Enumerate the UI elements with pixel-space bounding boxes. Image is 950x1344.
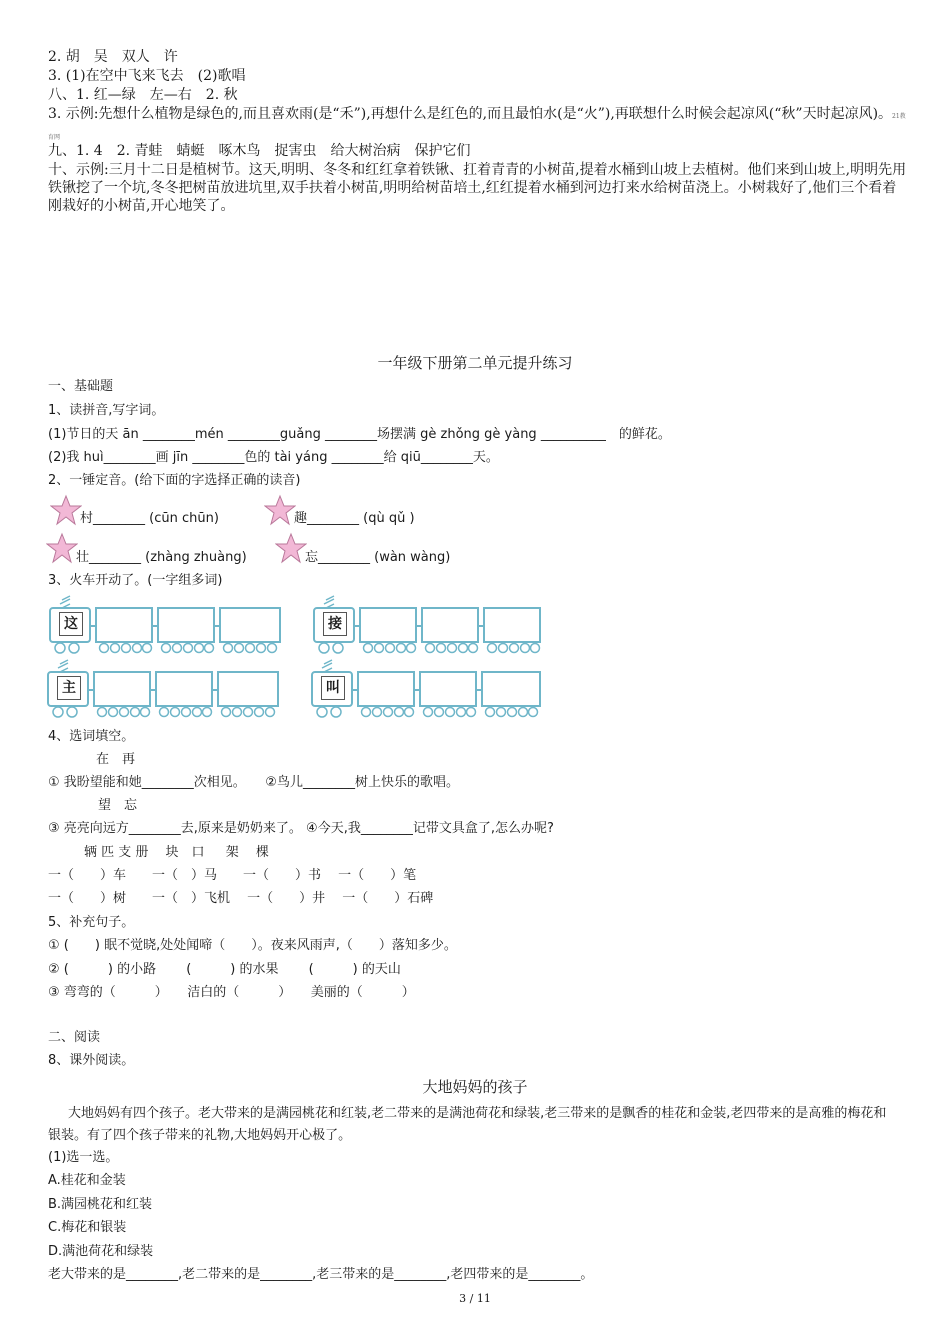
question-line: (1)节日的天 ān ________mén ________guǎng ________场摆满 gè zhǒng gè yàng __________ 的鲜花。 bbox=[48, 427, 671, 442]
question-heading: 3、火车开动了。(一字组多词) bbox=[48, 573, 223, 588]
question-line: 一（ ）车 一（ ）马 一（ ）书 一（ ）笔 bbox=[48, 868, 417, 883]
train-icon bbox=[48, 594, 284, 656]
question-line: ① ( ) 眠不觉晓,处处闻啼（ ）。夜来风雨声,（ ）落知多少。 bbox=[48, 938, 457, 953]
train-character: 接 bbox=[323, 612, 347, 636]
train-character: 主 bbox=[57, 676, 81, 700]
train-icon bbox=[312, 594, 548, 656]
word-options: 望 忘 bbox=[98, 798, 138, 813]
pinyin-choice: 忘________ (wàn wàng) bbox=[305, 550, 451, 565]
answer-paragraph: 3. 示例:先想什么植物是绿色的,而且喜欢雨(是“禾”),再想什么是红色的,而且最怕水(是“火”),再联想什么时候会起凉风(“秋”天时起凉风)。21教育网 bbox=[48, 106, 906, 141]
star-icon bbox=[50, 494, 82, 526]
question-line: 一（ ）树 一（ ）飞机 一（ ）井 一（ ）石碑 bbox=[48, 891, 434, 906]
pinyin-choice: 壮________ (zhàng zhuàng) bbox=[76, 550, 247, 565]
question-line: ③ 弯弯的（ ） 洁白的（ ） 美丽的（ ） bbox=[48, 985, 415, 1000]
star-icon bbox=[275, 532, 307, 564]
train-icon bbox=[46, 658, 282, 720]
article-title: 大地妈妈的孩子 bbox=[422, 1078, 528, 1096]
star-icon bbox=[264, 494, 296, 526]
train-character: 叫 bbox=[321, 676, 345, 700]
option-item: A.桂花和金装 bbox=[48, 1173, 126, 1188]
option-item: C.梅花和银装 bbox=[48, 1220, 127, 1235]
question-line: (1)选一选。 bbox=[48, 1150, 119, 1165]
train-icon bbox=[310, 658, 546, 720]
question-line: (2)我 huì________画 jīn ________色的 tài yáng ________给 qiū________天。 bbox=[48, 450, 499, 465]
watermark: 21教育网 bbox=[48, 113, 906, 141]
pinyin-choice: 趣________ (qù qǔ ) bbox=[294, 511, 415, 526]
answer-line: 3. (1)在空中飞来飞去 (2)歌唱 bbox=[48, 68, 246, 84]
page-title: 一年级下册第二单元提升练习 bbox=[377, 354, 573, 372]
question-line: 老大带来的是________,老二带来的是________,老三带来的是________,老四带来的是________。 bbox=[48, 1267, 594, 1282]
question-heading: 1、读拼音,写字词。 bbox=[48, 403, 165, 418]
section-heading: 一、基础题 bbox=[48, 379, 114, 394]
answer-paragraph: 十、示例:三月十二日是植树节。这天,明明、冬冬和红红拿着铁锹、扛着青青的小树苗,提着水桶到山坡上去植树。他们来到山坡上,明明先用铁锹挖了一个坑,冬冬把树苗放进坑里,双手扶着小树苗,明明给树苗培土,红红提着水桶到河边打来水给树苗浇上。小树栽好了,他们三个看着刚栽好的小树苗,开心地笑了。 bbox=[48, 162, 907, 214]
answer-line: 九、1. 4 2. 青蛙 蜻蜓 啄木鸟 捉害虫 给大树治病 保护它们 bbox=[48, 143, 471, 159]
pinyin-choice: 村________ (cūn chūn) bbox=[80, 511, 219, 526]
question-line: ① 我盼望能和她________次相见。 ②鸟儿________树上快乐的歌唱。 bbox=[48, 775, 459, 790]
star-icon bbox=[46, 532, 78, 564]
answer-line: 2. 胡 吴 双人 许 bbox=[48, 49, 178, 65]
option-item: B.满园桃花和红装 bbox=[48, 1197, 153, 1212]
question-heading: 2、一锤定音。(给下面的字选择正确的读音) bbox=[48, 473, 301, 488]
question-heading: 5、补充句子。 bbox=[48, 915, 135, 930]
question-line: ③ 亮亮向远方________去,原来是奶奶来了。 ④今天,我________记带文具盒了,怎么办呢? bbox=[48, 821, 554, 836]
word-options: 辆 匹 支 册 块 口 架 棵 bbox=[84, 845, 269, 860]
page-number: 3 / 11 bbox=[459, 1292, 491, 1305]
question-heading: 4、选词填空。 bbox=[48, 729, 135, 744]
word-options: 在 再 bbox=[96, 752, 136, 767]
question-heading: 8、课外阅读。 bbox=[48, 1053, 135, 1068]
answer-line: 八、1. 红—绿 左—右 2. 秋 bbox=[48, 87, 238, 103]
section-heading: 二、阅读 bbox=[48, 1030, 101, 1045]
option-item: D.满池荷花和绿装 bbox=[48, 1244, 154, 1259]
article-body: 大地妈妈有四个孩子。老大带来的是满园桃花和红装,老二带来的是满池荷花和绿装,老三带来的是飘香的桂花和金装,老四带来的是高雅的梅花和银装。有了四个孩子带来的礼物,大地妈妈开心极了。 bbox=[48, 1106, 887, 1143]
question-line: ② ( ) 的小路 ( ) 的水果 ( ) 的天山 bbox=[48, 962, 401, 977]
train-character: 这 bbox=[59, 612, 83, 636]
